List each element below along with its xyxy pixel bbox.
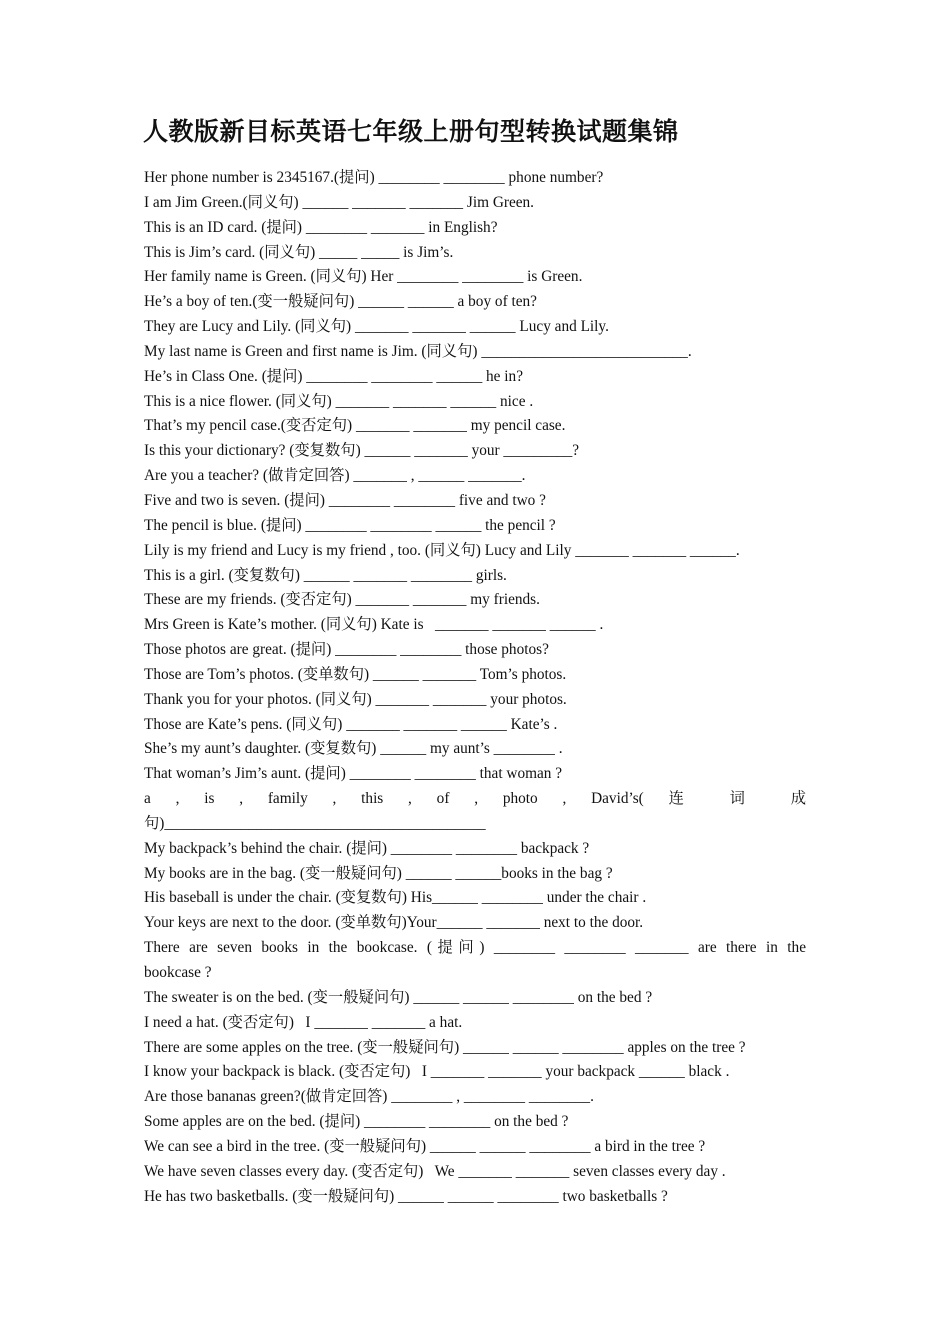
exercise-line-6: He’s a boy of ten.(变一般疑问句) ______ ______ a boy of ten?	[144, 293, 537, 311]
exercise-line-25: That woman’s Jim’s aunt. (提问) ________ ________ that woman ?	[144, 765, 563, 783]
exercise-line-30: Your keys are next to the door. (变单数句)Your______ _______ next to the door.	[144, 914, 644, 932]
exercise-line-23: Those are Kate’s pens. (同义句) _______ _______ ______ Kate’s .	[144, 715, 558, 733]
exercise-line-10: This is a nice flower. (同义句) _______ _______ ______ nice .	[144, 392, 534, 410]
exercise-line-24: She’s my aunt’s daughter. (变复数句) ______ my aunt’s ________ .	[144, 740, 563, 758]
exercise-line-32: The sweater is on the bed. (变一般疑问句) ______ ______ ________ on the bed ?	[144, 988, 653, 1006]
exercise-line-20: Those photos are great. (提问) ________ ________ those photos?	[144, 641, 549, 659]
exercise-line-17: This is a girl. (变复数句) ______ _______ ________ girls.	[144, 566, 507, 584]
exercise-line-1: Her phone number is 2345167.(提问) ________ ________ phone number?	[144, 169, 604, 186]
exercise-line-26: a , is , family , this , of , photo , David’s( 连 词 成	[144, 790, 806, 808]
exercise-line-15: The pencil is blue. (提问) ________ ________ ______ the pencil ?	[144, 516, 556, 534]
exercise-line-36: Are those bananas green?(做肯定回答) ________ , ________ ________.	[144, 1088, 594, 1106]
exercise-line-12: Is this your dictionary? (变复数句) ______ _______ your _________?	[144, 442, 580, 460]
exercise-line-4: This is Jim’s card. (同义句) _____ _____ is Jim’s.	[144, 243, 454, 261]
exercise-line-29: His baseball is under the chair. (变复数句) His______ ________ under the chair .	[144, 889, 647, 907]
exercise-line-18: These are my friends. (变否定句) _______ _______ my friends.	[144, 591, 540, 609]
exercise-line-13: Are you a teacher? (做肯定回答) _______ , ______ _______.	[144, 467, 526, 485]
exercise-line-11: That’s my pencil case.(变否定句) _______ _______ my pencil case.	[144, 417, 566, 435]
exercise-line-14: Five and two is seven. (提问) ________ ________ five and two ?	[144, 491, 546, 509]
exercise-line-19: Mrs Green is Kate’s mother. (同义句) Kate is _______ _______ ______ .	[144, 616, 604, 634]
exercise-line-9: He’s in Class One. (提问) ________ ________ ______ he in?	[144, 367, 523, 385]
exercise-line-31-continued: bookcase ?	[144, 964, 212, 981]
exercise-line-28: My books are in the bag. (变一般疑问句) ______ ______books in the bag ?	[144, 864, 613, 882]
exercise-line-34: There are some apples on the tree. (变一般疑问句) ______ ______ ________ apples on the tree ?	[144, 1038, 746, 1056]
exercise-line-39: We have seven classes every day. (变否定句) We _______ _______ seven classes every day .	[144, 1162, 726, 1180]
exercise-line-31: There are seven books in the bookcase. (提问) ________ ________ _______ are there in the	[144, 939, 806, 957]
exercise-line-7: They are Lucy and Lily. (同义句) _______ _______ ______ Lucy and Lily.	[144, 318, 609, 336]
exercise-line-26-continued: 句)__________________________________________	[144, 814, 486, 832]
exercise-line-37: Some apples are on the bed. (提问) ________ ________ on the bed ?	[144, 1113, 569, 1131]
exercise-list	[144, 166, 806, 1209]
exercise-line-40: He has two basketballs. (变一般疑问句) ______ ______ ________ two basketballs ?	[144, 1187, 668, 1205]
exercise-line-27: My backpack’s behind the chair. (提问) ________ ________ backpack ?	[144, 839, 590, 857]
exercise-line-22: Thank you for your photos. (同义句) _______ _______ your photos.	[144, 690, 567, 708]
exercise-line-38: We can see a bird in the tree. (变一般疑问句) ______ ______ ________ a bird in the tree ?	[144, 1137, 706, 1155]
document-title: 人教版新目标英语七年级上册句型转换试题集锦	[143, 117, 679, 146]
exercise-line-5: Her family name is Green. (同义句) Her ________ ________ is Green.	[144, 268, 583, 286]
exercise-line-3: This is an ID card. (提问) ________ _______ in English?	[144, 218, 498, 236]
exercise-line-33: I need a hat. (变否定句) I _______ _______ a hat.	[144, 1013, 463, 1031]
exercise-line-2: I am Jim Green.(同义句) ______ _______ _______ Jim Green.	[144, 193, 535, 211]
exercise-line-35: I know your backpack is black. (变否定句) I _______ _______ your backpack ______ black .	[144, 1063, 730, 1081]
exercise-line-16: Lily is my friend and Lucy is my friend , too. (同义句) Lucy and Lily _______ _______ ______.	[144, 541, 740, 559]
exercise-line-8: My last name is Green and first name is Jim. (同义句) ___________________________.	[144, 342, 692, 360]
exercise-line-21: Those are Tom’s photos. (变单数句) ______ _______ Tom’s photos.	[144, 665, 567, 683]
